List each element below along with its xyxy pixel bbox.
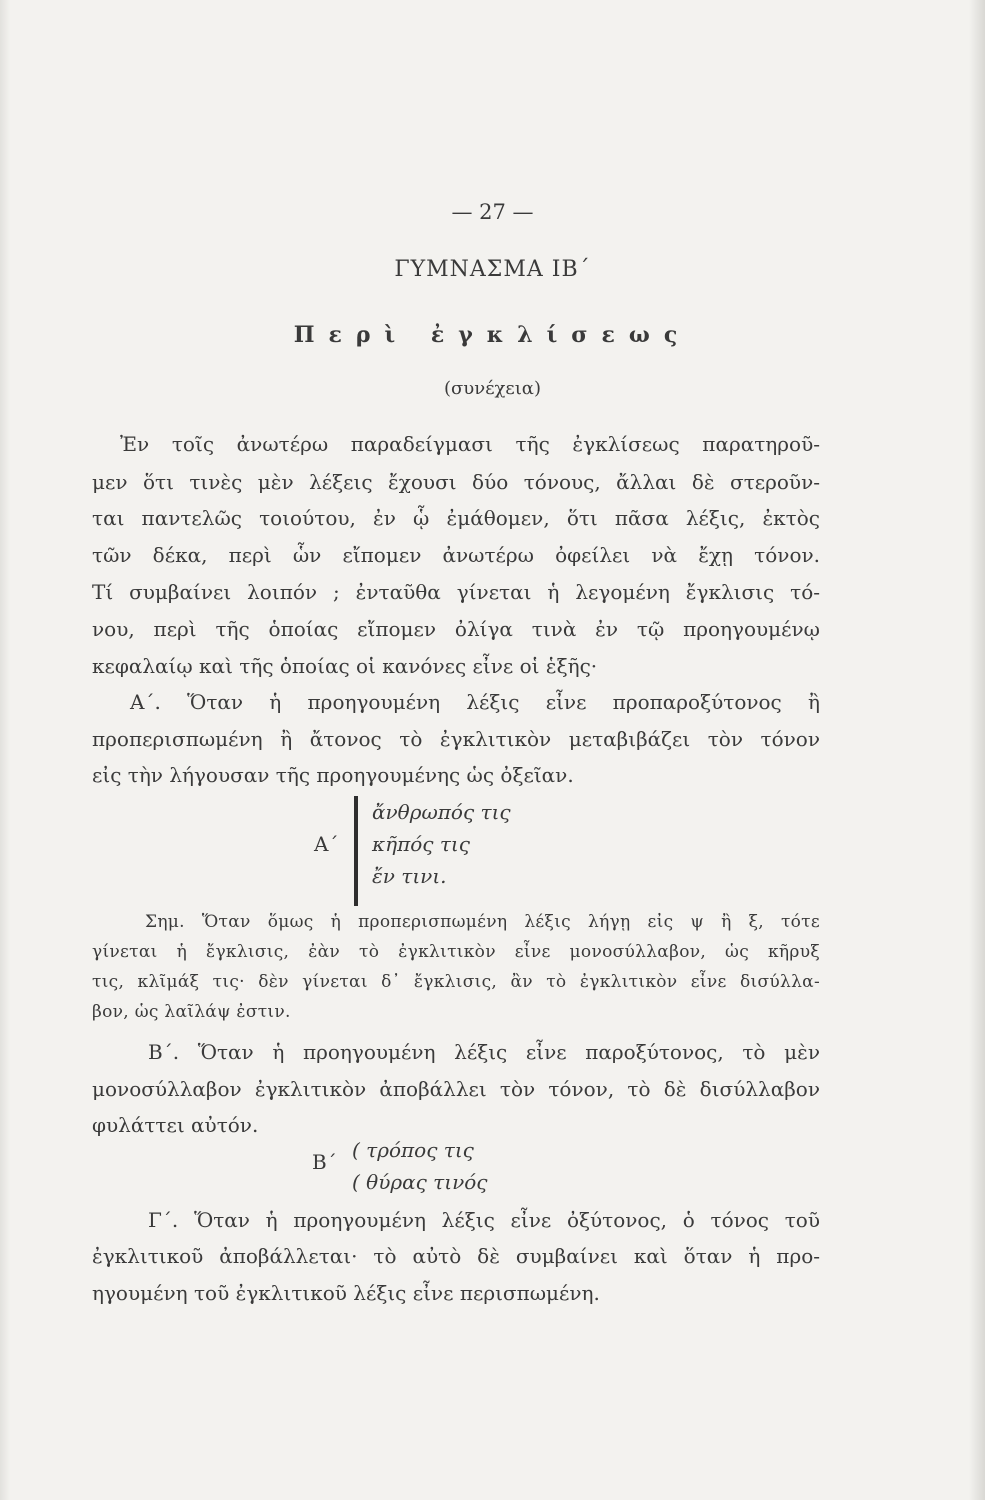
page-edge-right: [969, 0, 985, 1500]
continuation-label: (συνέχεια): [444, 378, 541, 399]
rule-b-line: φυλάττει αὐτόν.: [92, 1113, 259, 1137]
rule-a-example: ἔν τινι.: [372, 864, 447, 888]
intro-line: Τί συμβαίνει λοιπόν ; ἐνταῦθα γίνεται ἡ λεγομένη ἔγκλισις τό-: [92, 580, 820, 604]
rule-a-example: κῆπός τις: [372, 832, 470, 856]
intro-line: τῶν δέκα, περὶ ὧν εἴπομεν ἀνωτέρω ὀφείλει νὰ ἔχῃ τόνον.: [92, 543, 820, 567]
section-title: Περὶ ἐγκλίσεως: [293, 322, 692, 348]
note-line: γίνεται ἡ ἔγκλισις, ἐὰν τὸ ἐγκλιτικὸν εἶνε μονοσύλλαβον, ὡς κῆρυξ: [92, 942, 820, 962]
rule-b-line: μονοσύλλαβον ἐγκλιτικὸν ἀποβάλλει τὸν τόνον, τὸ δὲ δισύλλαβον: [92, 1077, 820, 1101]
note-line: τις, κλῖμάξ τις· δὲν γίνεται δ᾽ ἔγκλισις, ἂν τὸ ἐγκλιτικὸν εἶνε δισύλλα-: [92, 972, 820, 992]
exercise-title: ΓΥΜΝΑΣΜΑ ΙΒ΄: [394, 257, 591, 282]
page-edge-left: [0, 0, 10, 1500]
rule-a-line: Α΄. Ὅταν ἡ προηγουμένη λέξις εἶνε προπαροξύτονος ἢ: [130, 690, 820, 714]
example-bracket: [354, 796, 358, 906]
intro-line: νου, περὶ τῆς ὁποίας εἴπομεν ὀλίγα τινὰ ἐν τῷ προηγουμένῳ: [92, 617, 820, 641]
rule-b-line: Β΄. Ὅταν ἡ προηγουμένη λέξις εἶνε παροξύτονος, τὸ μὲν: [148, 1040, 820, 1064]
page-number: — 27 —: [451, 200, 534, 224]
rule-b-example: ( τρόπος τις: [352, 1138, 474, 1162]
rule-c-line: Γ΄. Ὅταν ἡ προηγουμένη λέξις εἶνε ὀξύτονος, ὁ τόνος τοῦ: [148, 1208, 820, 1232]
intro-line: ται παντελῶς τοιούτου, ἐν ᾧ ἐμάθομεν, ὅτι πᾶσα λέξις, ἐκτὸς: [92, 506, 820, 530]
rule-a-example: ἄνθρωπός τις: [372, 800, 511, 824]
rule-a-example-label: Α΄: [314, 832, 339, 856]
rule-c-line: ηγουμένη τοῦ ἐγκλιτικοῦ λέξις εἶνε περισπωμένη.: [92, 1281, 600, 1305]
rule-b-example: ( θύρας τινός: [352, 1170, 488, 1194]
intro-line: Ἐν τοῖς ἀνωτέρω παραδείγμασι τῆς ἐγκλίσεως παρατηροῦ-: [120, 432, 820, 456]
note-line: Σημ. Ὅταν ὅμως ἡ προπερισπωμένη λέξις λήγῃ εἰς ψ ἢ ξ, τότε: [145, 912, 820, 932]
rule-c-line: ἐγκλιτικοῦ ἀποβάλλεται· τὸ αὐτὸ δὲ συμβαίνει καὶ ὅταν ἡ προ-: [92, 1244, 820, 1268]
note-line: βον, ὡς λαῖλάψ ἐστιν.: [92, 1002, 291, 1022]
rule-a-line: εἰς τὴν λήγουσαν τῆς προηγουμένης ὡς ὀξεῖαν.: [92, 763, 574, 787]
rule-a-line: προπερισπωμένη ἢ ἄτονος τὸ ἐγκλιτικὸν μεταβιβάζει τὸν τόνον: [92, 727, 820, 751]
intro-line: κεφαλαίῳ καὶ τῆς ὁποίας οἱ κανόνες εἶνε οἱ ἑξῆς·: [92, 654, 598, 678]
intro-line: μεν ὅτι τινὲς μὲν λέξεις ἔχουσι δύο τόνους, ἄλλαι δὲ στεροῦν-: [92, 470, 820, 494]
rule-b-example-label: Β΄: [312, 1150, 337, 1174]
